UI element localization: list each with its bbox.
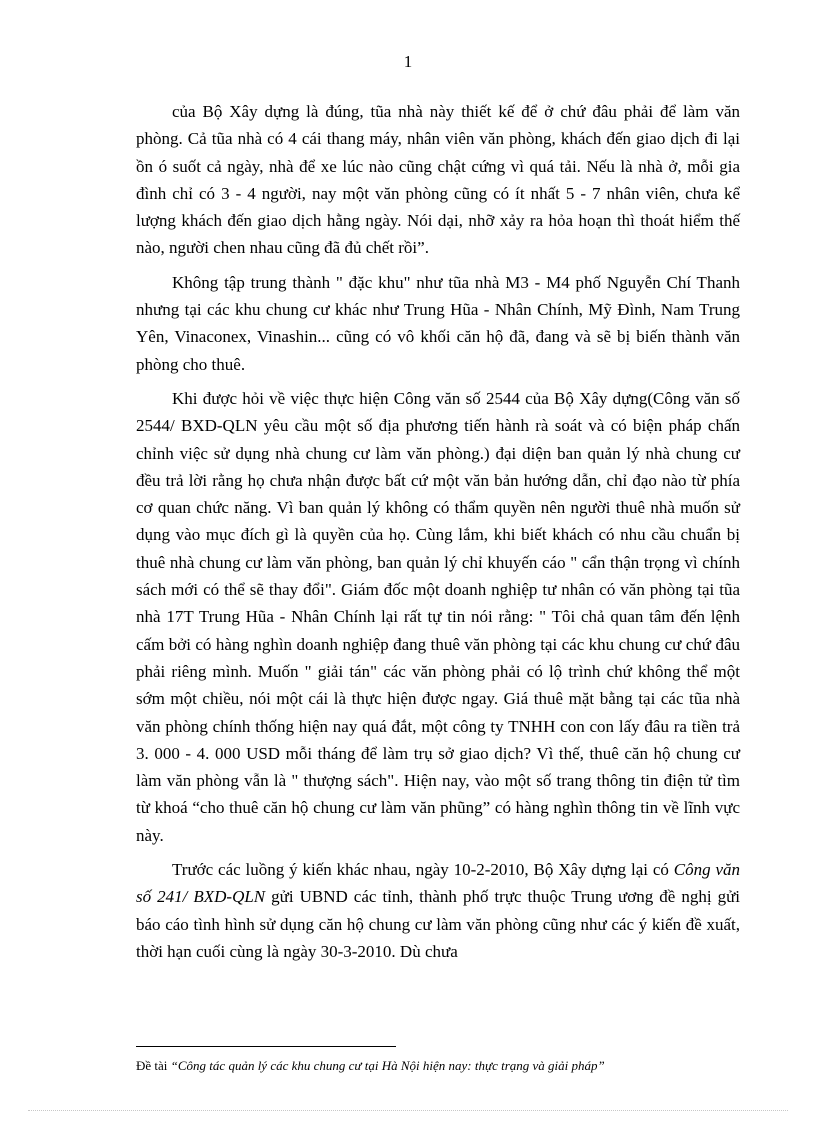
paragraph-2: Không tập trung thành " đặc khu" như tũa nhà M3 - M4 phố Nguyễn Chí Thanh nhưng tại các khu chung cư khác như Trung Hũa - Nhân Chính, Mỹ Đình, Nam Trung Yên, Vinaconex, Vinashin... cũng có vô khối căn hộ đã, đang và sẽ bị biến thành văn phòng cho thuê.	[136, 272, 740, 374]
footnote-prefix: Đề tài	[136, 1058, 171, 1073]
page-bottom-edge	[28, 1110, 788, 1111]
paragraph-4-text-end: gửi UBND các tỉnh, thành phố trực thuộc Trung ương đề nghị gửi báo cáo tình hình sử dụng căn hộ chung cư làm văn phòng cũng như các ý kiến đề xuất, thời hạn cuối cùng là ngày 30-3-2010. Dù chưa	[136, 887, 741, 961]
footnote-title: “Công tác quản lý các khu chung cư tại Hà Nội hiện nay: thực trạng và giải pháp”	[170, 1058, 605, 1073]
page-number: 1	[403, 52, 413, 71]
body-text	[136, 98, 740, 965]
footnote	[136, 1058, 756, 1074]
document-reference: Công văn số 241/ BXD-QLN	[136, 860, 740, 907]
paragraph-1: của Bộ Xây dựng là đúng, tũa nhà này thiết kế để ở chứ đâu phải để làm văn phòng. Cả tũa nhà có 4 cái thang máy, nhân viên văn phòng, khách đến giao dịch đi lại ồn ó suốt cả ngày, nhà để xe lúc nào cũng chật cứng vì quá tải. Nếu là nhà ở, mỗi gia đình chỉ có 3 - 4 người, nay một văn phòng cũng có ít nhất 5 - 7 nhân viên, chưa kể lượng khách đến giao dịch hằng ngày. Nói dại, nhỡ xảy ra hỏa hoạn thì thoát hiểm thế nào, người chen nhau cũng đã đủ chết rồi”.	[136, 102, 740, 258]
paragraph-3: Khi được hỏi về việc thực hiện Công văn số 2544 của Bộ Xây dựng(Công văn số 2544/ BXD-QLN yêu cầu một số địa phương tiến hành rà soát và có biện pháp chấn chỉnh việc sử dụng nhà chung cư làm văn phòng.) đại diện ban quản lý nhà chung cư đều trả lời rằng họ chưa nhận được bất cứ một văn bản hướng dẫn, chỉ đạo nào từ phía cơ quan chức năng. Vì ban quản lý không có thẩm quyền nên người thuê nhà muốn sử dụng vào mục đích gì là quyền của họ. Cùng lắm, khi biết khách có nhu cầu chuẩn bị thuê nhà chung cư làm văn phòng, ban quản lý chỉ khuyến cáo " cẩn thận trọng vì chính sách mới có thể sẽ thay đổi". Giám đốc một doanh nghiệp tư nhân có văn phòng tại tũa nhà 17T Trung Hũa - Nhân Chính lại rất tự tin nói rằng: " Tôi chả quan tâm đến lệnh cấm bởi có hàng nghìn doanh nghiệp đang thuê văn phòng tại các khu chung cư chứ đâu phải riêng mình. Muốn " giải tán" các văn phòng phải có lộ trình chứ không thể một sớm một chiều, nói một cái là thực hiện được ngay. Giá thuê mặt bằng tại các tũa nhà văn phòng chính thống hiện nay quá đắt, một công ty TNHH con con lấy đâu ra tiền trả 3. 000 - 4. 000 USD mỗi tháng để làm trụ sở giao dịch? Vì thế, thuê căn hộ chung cư làm văn phòng vẫn là " thượng sách". Hiện nay, vào một số trang thông tin điện tử tìm từ khoá “cho thuê căn hộ chung cư làm văn phũng” có hàng nghìn thông tin về lĩnh vực này.	[136, 388, 740, 845]
paragraph-4	[136, 856, 740, 965]
footnote-divider	[136, 1046, 396, 1047]
paragraph-4-text-start: Trước các luồng ý kiến khác nhau, ngày 10-2-2010, Bộ Xây dựng lại có	[172, 860, 674, 880]
